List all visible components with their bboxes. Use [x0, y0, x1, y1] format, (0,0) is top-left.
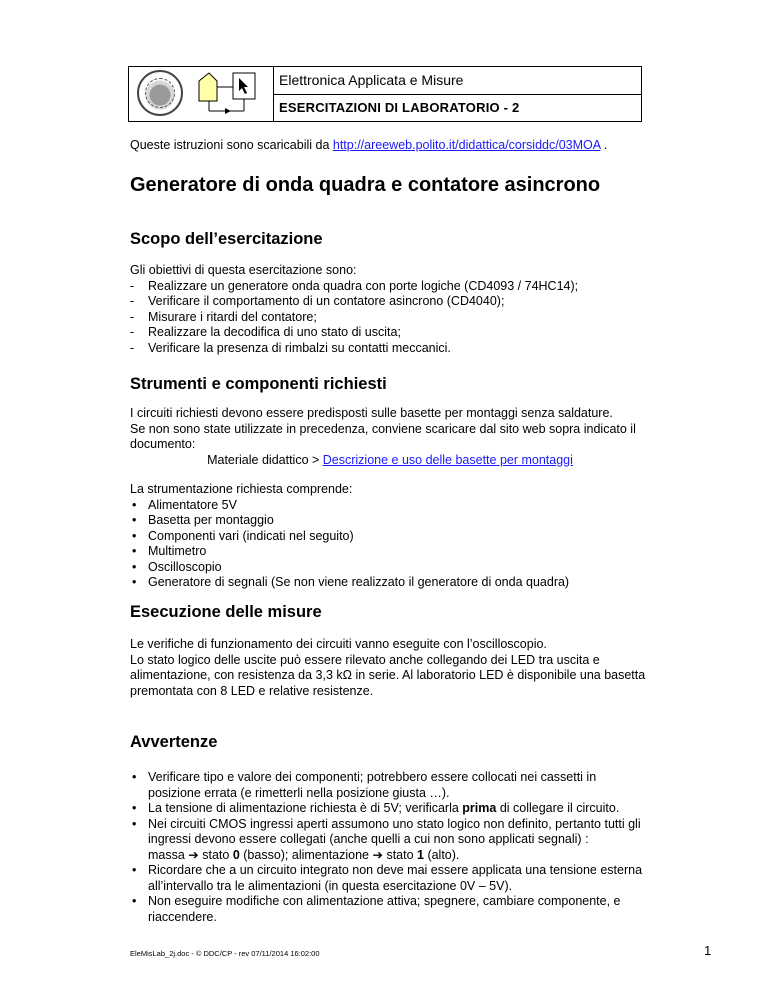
list-item: • Oscilloscopio — [130, 560, 650, 576]
instruments-lead: La strumentazione richiesta comprende: — [130, 482, 353, 496]
strumenti-section — [130, 406, 650, 591]
objectives-list — [130, 279, 650, 357]
list-item: - Verificare la presenza di rimbalzi su contatti meccanici. — [130, 341, 650, 357]
course-url-link[interactable]: http://areeweb.polito.it/didattica/corsiddc/03MOA — [332, 138, 601, 152]
list-item: - Misurare i ritardi del contatore; — [130, 310, 650, 326]
heading-scopo: Scopo dell’esercitazione — [130, 230, 323, 248]
course-logo-icon — [189, 67, 273, 121]
intro-prefix: Queste istruzioni sono scaricabili da — [130, 138, 333, 152]
header-box — [128, 66, 642, 122]
list-item: • Alimentatore 5V — [130, 498, 650, 514]
intro-line — [130, 138, 607, 152]
header-lab-title: ESERCITAZIONI DI LABORATORIO - 2 — [279, 100, 520, 115]
esecuzione-section — [130, 637, 650, 699]
footer-doc-info: EleMisLab_2j.doc - © DDC/CP - rev 07/11/2014 16:02:00 — [130, 949, 320, 958]
warnings-list — [130, 770, 650, 925]
esecuzione-p1: Le verifiche di funzionamento dei circuiti vanno eseguite con l’oscilloscopio. — [130, 637, 547, 651]
list-item: • Componenti vari (indicati nel seguito) — [130, 529, 650, 545]
page-title: Generatore di onda quadra e contatore asincrono — [130, 174, 601, 196]
list-item: • La tensione di alimentazione richiesta è di 5V; verificarla prima di collegare il circuito. — [130, 801, 650, 817]
arrow-right-icon: ➔ — [188, 847, 199, 862]
material-prefix: Materiale didattico > — [207, 452, 323, 467]
list-item: • Non eseguire modifiche con alimentazione attiva; spegnere, cambiare componente, e riaccendere. — [130, 894, 650, 925]
list-item: • Multimetro — [130, 544, 650, 560]
basette-doc-link[interactable]: Descrizione e uso delle basette per montaggi — [322, 452, 573, 467]
scopo-section — [130, 263, 650, 356]
material-line — [130, 453, 650, 469]
list-item: - Verificare il comportamento di un contatore asincrono (CD4040); — [130, 294, 650, 310]
avvertenze-section — [130, 770, 650, 925]
university-seal-icon — [137, 70, 183, 116]
list-item: • Basetta per montaggio — [130, 513, 650, 529]
arrow-right-icon: ➔ — [372, 847, 383, 862]
list-item: - Realizzare un generatore onda quadra con porte logiche (CD4093 / 74HC14); — [130, 279, 650, 295]
list-item: • Nei circuiti CMOS ingressi aperti assumono uno stato logico non definito, pertanto tutti gli ingressi devono essere collegati (anche quelli a cui non sono applicati segnali) : massa ➔ stato 0 (basso); alimentazione ➔ stato 1 (alto). — [130, 817, 650, 864]
scopo-lead: Gli obiettivi di questa esercitazione sono: — [130, 263, 357, 277]
instruments-list — [130, 498, 650, 591]
list-item: - Realizzare la decodifica di uno stato di uscita; — [130, 325, 650, 341]
heading-strumenti: Strumenti e componenti richiesti — [130, 375, 387, 393]
list-item: • Verificare tipo e valore dei componenti; potrebbero essere collocati nei cassetti in posizione errata (e rimetterli nella posizione giusta …). — [130, 770, 650, 801]
list-item: • Generatore di segnali (Se non viene realizzato il generatore di onda quadra) — [130, 575, 650, 591]
header-logo-cell — [129, 67, 274, 121]
intro-suffix: . — [600, 138, 608, 152]
list-item: • Ricordare che a un circuito integrato non deve mai essere applicata una tensione esterna all’intervallo tra le alimentazioni (in questa esercitazione 0V – 5V). — [130, 863, 650, 894]
esecuzione-p2: Lo stato logico delle uscite può essere rilevato anche collegando dei LED tra uscita e alimentazione, con resistenza da 3,3 kΩ in serie. Al laboratorio LED è disponibile una basetta premontata con 8 LED e relative resistenze. — [130, 652, 646, 698]
heading-esecuzione: Esecuzione delle misure — [130, 603, 322, 621]
strumenti-p2: Se non sono state utilizzate in precedenza, conviene scaricare dal sito web sopra indicato il documento: — [130, 421, 636, 451]
header-course-title: Elettronica Applicata e Misure — [273, 67, 641, 95]
page-number: 1 — [704, 943, 712, 958]
strumenti-p1: I circuiti richiesti devono essere predisposti sulle basette per montaggi senza saldature. — [130, 406, 613, 420]
heading-avvertenze: Avvertenze — [130, 733, 218, 751]
